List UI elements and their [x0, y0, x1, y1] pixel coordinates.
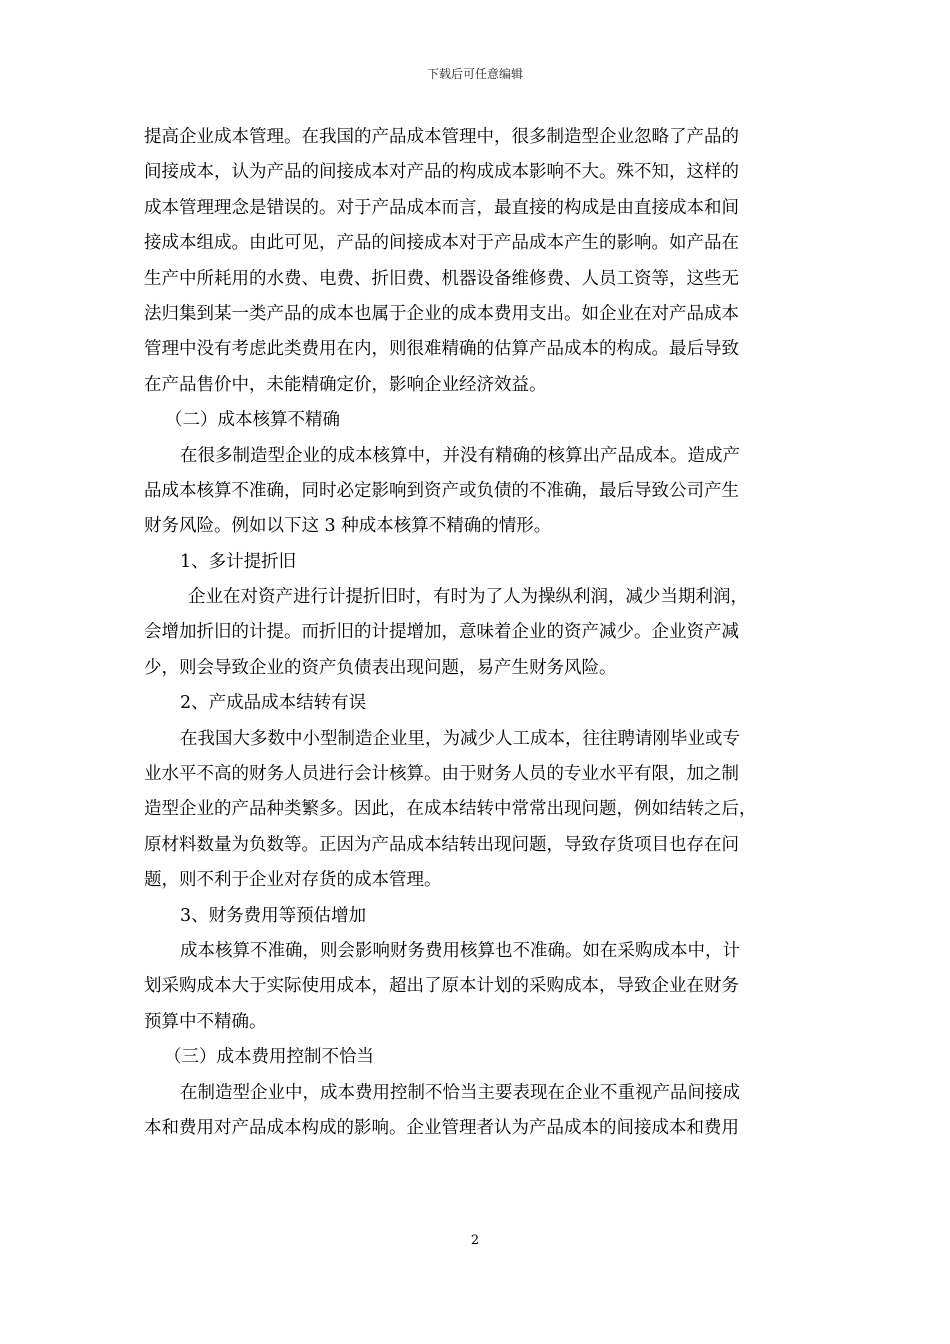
subsection-heading: 3、财务费用等预估增加 [180, 905, 367, 926]
paragraph-line: 原材料数量为负数等。正因为产品成本结转出现问题，导致存货项目也存在问 [144, 834, 739, 855]
paragraph-line: 提高企业成本管理。在我国的产品成本管理中，很多制造型企业忽略了产品的 [144, 127, 739, 147]
paragraph-line: 品成本核算不准确，同时必定影响到资产或负债的不准确，最后导致公司产生 [144, 480, 739, 501]
paragraph-line: 题，则不利于企业对存货的成本管理。 [144, 870, 442, 891]
paragraph-line: 业水平不高的财务人员进行会计核算。由于财务人员的专业水平有限，加之制 [144, 764, 739, 785]
document-body [144, 120, 808, 1146]
paragraph-line: 在产品售价中，未能精确定价，影响企业经济效益。 [144, 374, 547, 395]
subsection-heading: 1、多计提折旧 [180, 551, 297, 572]
paragraph-line: 会增加折旧的计提。而折旧的计提增加，意味着企业的资产减少。企业资产减 [144, 622, 739, 643]
paragraph-line: 生产中所耗用的水费、电费、折旧费、机器设备维修费、人员工资等，这些无 [144, 268, 739, 289]
paragraph-line: 接成本组成。由此可见，产品的间接成本对于产品成本产生的影响。如产品在 [144, 233, 739, 254]
paragraph-line: 预算中不精确。 [144, 1011, 267, 1032]
paragraph-line: 成本核算不准确，则会影响财务费用核算也不准确。如在采购成本中，计 [180, 940, 740, 961]
paragraph-line: 本和费用对产品成本构成的影响。企业管理者认为产品成本的间接成本和费用 [144, 1117, 739, 1138]
paragraph-line: 成本管理理念是错误的。对于产品成本而言，最直接的构成是由直接成本和间 [144, 197, 739, 218]
paragraph-line: 在很多制造型企业的成本核算中，并没有精确的核算出产品成本。造成产 [180, 445, 740, 466]
paragraph-line: 间接成本，认为产品的间接成本对产品的构成成本影响不大。殊不知，这样的 [144, 162, 739, 183]
subsection-heading: 2、产成品成本结转有误 [180, 693, 367, 714]
paragraph-line: 财务风险。例如以下这 3 种成本核算不精确的情形。 [144, 516, 552, 537]
page-header: 下载后可任意编辑 [426, 67, 523, 81]
section-heading: （三）成本费用控制不恰当 [164, 1047, 374, 1068]
paragraph-line: 少，则会导致企业的资产负债表出现问题，易产生财务风险。 [144, 657, 617, 678]
page-number: 2 [470, 1233, 480, 1248]
paragraph-line: 在我国大多数中小型制造企业里，为减少人工成本，往往聘请刚毕业或专 [180, 728, 740, 749]
paragraph-line: 法归集到某一类产品的成本也属于企业的成本费用支出。如企业在对产品成本 [144, 303, 739, 324]
paragraph-line: 管理中没有考虑此类费用在内，则很难精确的估算产品成本的构成。最后导致 [144, 339, 739, 360]
paragraph-line: 企业在对资产进行计提折旧时，有时为了人为操纵利润，减少当期利润， [188, 587, 748, 608]
paragraph-line: 造型企业的产品种类繁多。因此，在成本结转中常常出现问题，例如结转之后， [144, 799, 757, 820]
paragraph-line: 在制造型企业中，成本费用控制不恰当主要表现在企业不重视产品间接成 [180, 1082, 740, 1103]
paragraph-line: 划采购成本大于实际使用成本，超出了原本计划的采购成本，导致企业在财务 [144, 976, 739, 997]
section-heading: （二）成本核算不精确 [165, 410, 340, 431]
